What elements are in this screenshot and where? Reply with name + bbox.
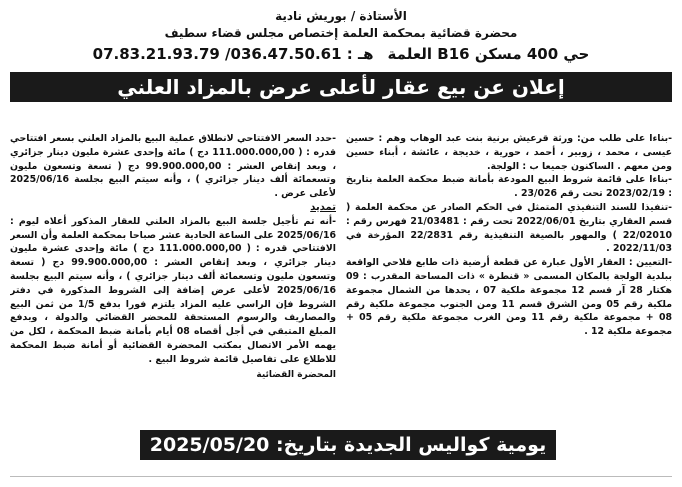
announcement-title: إعلان عن بيع عقار لأعلى عرض بالمزاد العلني (10, 72, 672, 102)
postponement-paragraph: -أنه تم تأجيل جلسة البيع بالمزاد العلني للعقار المذكور أعلاه ليوم : 2025/06/16 على الساعة الحادية عشر صباحا بمحكمة العلمة وأن السعر الافتتاحي قدره : ( 111.000.000,00 دج ) مائة وإحدى عشرة مليون دينار جزائري ، وبعد إنقاص العشر : 99.900.000,00 دج ( تسعة وتسعون مليون وتسعمائة ألف دينار جزائري ) ، وأنه سيتم البيع بجلسة 2025/06/16 لأعلى عرض إضافة إلى الشروط المذكورة في دفتر الشروط فإن الراسي عليه المزاد يلتزم فورا بدفع 1/5 من ثمن البيع والمصاريف والرسوم المستحقة للمحضر القضائي والدولة ، ويدفع المبلغ المتبقي في أجل أقصاه 08 أيام بأمانة ضبط المحكمة ، لكل من يهمه الأمر الاتصال بمكتب المحضرة القضائية أو أمانة ضبط المحكمة للاطلاع على تفاصيل قائمة شروط البيع . (10, 215, 336, 365)
phone-numbers: هـ : 036.47.50.61/ 07.83.21.93.79 (92, 45, 374, 63)
bailiff-office: محضرة قضائية بمحكمة العلمة إختصاص مجلس قضاء سطيف (164, 26, 518, 40)
signature: المحضرة القضائية (256, 369, 336, 380)
right-column (346, 132, 672, 424)
enforcement-paragraph: -تنفيذا للسند التنفيذي المتمثل في الحكم الصادر عن محكمة العلمة ( قسم العقاري بتاريخ 2022/06/01 تحت رقم : 21/03481 فهرس رقم : 22/02010 ) والمهور بالصيغة التنفيذية رقم 22/2831 المؤرخة في 2022/11/03 . (346, 201, 672, 255)
divider (10, 476, 672, 477)
newspaper-footer: يومية كواليس الجديدة بتاريخ: 2025/05/20 (140, 430, 556, 460)
opening-price-paragraph: -حدد السعر الافتتاحي لانطلاق عملية البيع بالمزاد العلني بسعر افتتاحي قدره : ( 111.000.000,00 دج ) مائة وإحدى عشرة مليون دينار جزائري ، وبعد إنقاص العشر : 99.900.000,00 دج ( تسعة وتسعون مليون وتسعمائة ألف دينار جزائري ) ، وأنه سيتم البيع بجلسة 2025/06/16 لأعلى عرض . (10, 133, 336, 200)
request-paragraph: -بناءا على طلب من: ورثة قرعيش برنية بنت عبد الوهاب وهم : حسين عيسى ، محمد ، زوبير ، أحمد ، حورية ، خديجة ، عائشة ، أبناء حسين ومن معهم . الساكنون جميعا ب : الولجة. (346, 133, 672, 172)
bailiff-name: الأستاذة / بوريش نادية (275, 9, 407, 23)
property-description: -التعيين : العقار الأول عبارة عن قطعة أرضية ذات طابع فلاحي الواقعة ببلدية الولجة بالمكان المسمى « قنطرة » ذات المساحة المقدرب : 09 هكتار 28 آر قسم 12 مجموعة ملكية 07 ، يحدها من الشمال مجموعة ملكية رقم 05 ومن الشرق قسم 11 ومن الجنوب مجموعة ملكية رقم 08 + مجموعة ملكية رقم 11 ومن الغرب مجموعة ملكية رقم 05 + مجموعة ملكية 12 . (346, 257, 672, 338)
letterhead (0, 0, 682, 66)
announcement-body (10, 132, 672, 424)
contact-line (0, 42, 682, 66)
conditions-paragraph: -بناءا على قائمة شروط البيع المودعة بأمانة ضبط محكمة العلمة بتاريخ : 2023/02/19 تحت رقم 23/026 . (346, 174, 672, 200)
office-address: حي 400 مسكن B16 العلمة (387, 45, 590, 63)
left-column (10, 132, 336, 424)
extension-heading: تمديد (310, 201, 336, 213)
